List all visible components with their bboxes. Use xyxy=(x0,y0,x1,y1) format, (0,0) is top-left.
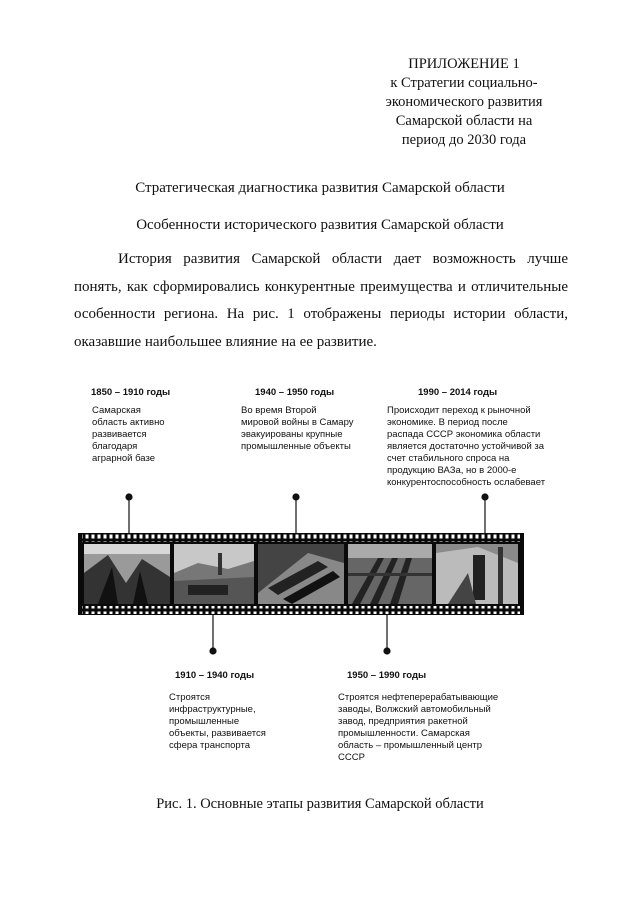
film-frame-5 xyxy=(436,544,518,604)
desc-line: инфраструктурные, xyxy=(169,704,256,715)
desc-line: СССР xyxy=(338,752,365,763)
connector-dot xyxy=(210,648,216,654)
desc-line: развивается xyxy=(92,429,147,440)
period-desc-1950 xyxy=(338,692,498,764)
period-desc-1910 xyxy=(169,692,266,752)
desc-line: счет стабильного спроса на xyxy=(387,453,510,464)
desc-line: заводы, Волжский автомобильный xyxy=(338,704,491,715)
desc-line: объекты, развивается xyxy=(169,728,266,739)
appendix-line: период до 2030 года xyxy=(401,132,527,148)
section-title: Особенности исторического развития Самарской области xyxy=(136,217,504,233)
period-desc-1850 xyxy=(92,405,165,465)
film-frame-4 xyxy=(348,544,432,604)
desc-line: Происходит переход к рыночной xyxy=(387,405,531,416)
desc-line: сфера транспорта xyxy=(169,740,251,751)
appendix-line: к Стратегии социально- xyxy=(390,75,538,91)
period-label-1850: 1850 – 1910 годы xyxy=(91,387,171,398)
intro-paragraph: История развития Самарской области дает возможность лучше понять, как сформировались конкурентные преимущества и отличительные особенности региона. На рис. 1 отображены периоды истории области, оказавшие наибольшее влияние на ее развитие. xyxy=(74,251,568,350)
appendix-line: экономического развития xyxy=(385,94,543,110)
desc-line: промышленные xyxy=(169,716,240,727)
desc-line: конкурентоспособность ослабевает xyxy=(387,477,546,488)
desc-line: область активно xyxy=(92,417,165,428)
appendix-line: Самарской области на xyxy=(395,113,533,129)
film-strip-image xyxy=(78,533,524,615)
period-label-1950: 1950 – 1990 годы xyxy=(347,670,427,681)
desc-line: является достаточно устойчивой за xyxy=(387,441,545,452)
desc-line: продукцию ВАЗа, но в 2000-е xyxy=(387,465,517,476)
film-frame-3 xyxy=(258,544,344,604)
desc-line: промышленные объекты xyxy=(241,441,351,452)
figure-caption: Рис. 1. Основные этапы развития Самарской области xyxy=(156,796,484,812)
connector-dot xyxy=(482,494,488,500)
document-title: Стратегическая диагностика развития Самарской области xyxy=(135,180,505,196)
desc-line: эвакуированы крупные xyxy=(241,429,343,440)
period-label-1910: 1910 – 1940 годы xyxy=(175,670,255,681)
desc-line: Самарская xyxy=(92,405,141,416)
desc-line: Во время Второй xyxy=(241,405,317,416)
period-label-1940: 1940 – 1950 годы xyxy=(255,387,335,398)
desc-line: завод, предприятия ракетной xyxy=(338,716,468,727)
film-frame-2 xyxy=(174,544,254,604)
connector-dot xyxy=(384,648,390,654)
desc-line: экономике. В период после xyxy=(387,417,508,428)
appendix-line: ПРИЛОЖЕНИЕ 1 xyxy=(408,56,520,72)
film-frame-1 xyxy=(84,544,170,604)
period-desc-1990 xyxy=(387,405,545,489)
desc-line: промышленности. Самарская xyxy=(338,728,470,739)
period-label-1990: 1990 – 2014 годы xyxy=(418,387,498,398)
connector-dot xyxy=(126,494,132,500)
desc-line: распада СССР экономика области xyxy=(387,429,541,440)
desc-line: Строятся нефтеперерабатывающие xyxy=(338,692,499,703)
desc-line: благодаря xyxy=(92,441,138,452)
desc-line: мировой войны в Самару xyxy=(241,417,354,428)
desc-line: область – промышленный центр xyxy=(338,740,483,751)
desc-line: Строятся xyxy=(169,692,211,703)
connector-dot xyxy=(293,494,299,500)
period-desc-1940 xyxy=(241,405,354,453)
desc-line: аграрной базе xyxy=(92,453,156,464)
appendix-header xyxy=(364,55,564,150)
